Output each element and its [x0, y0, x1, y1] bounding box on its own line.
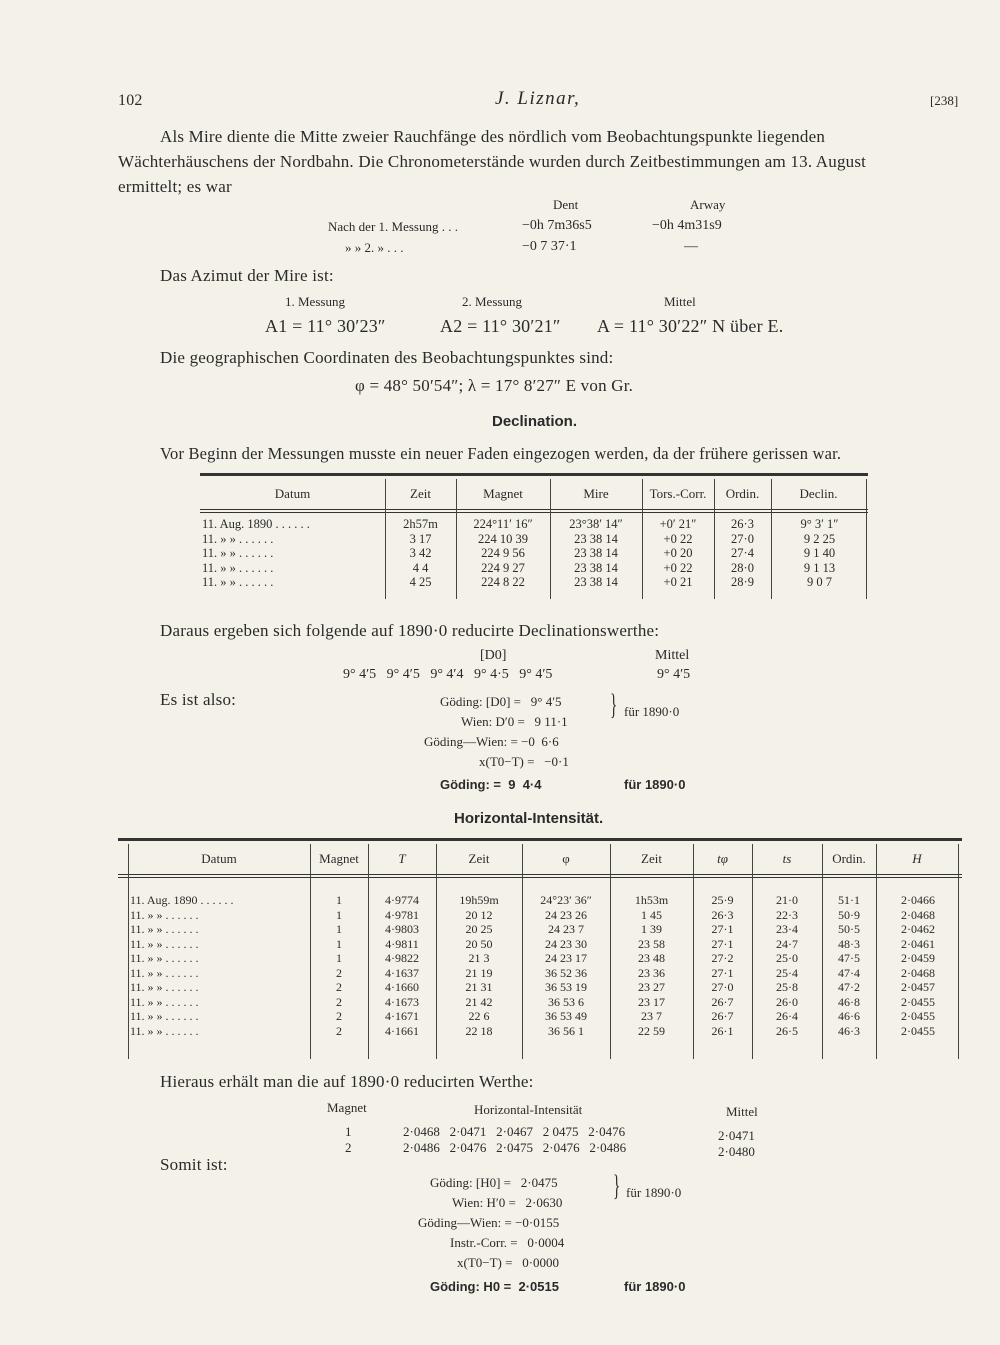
horiz-table-cell: 25·0 — [776, 951, 798, 965]
horiz-table-cell: 25·9 — [711, 893, 734, 907]
decl-table-cell: 26·3 — [731, 517, 754, 531]
decl-table-cell: 4 25 — [409, 575, 432, 589]
decl-table-cell: 9 1 13 — [803, 560, 836, 575]
decl-table-cell: 28·0 — [731, 560, 754, 575]
horiz-table-cell: 2·0455 — [901, 1009, 935, 1023]
horiz-table-cell: 2·0468 — [901, 907, 935, 922]
horiz-res-mittel-1: 2·0471 — [718, 1128, 755, 1143]
decl-fuer: für 1890·0 — [624, 704, 680, 719]
azimut-value-1: A1 = 11° 30′23″ — [265, 316, 386, 336]
decl-header-ordin: Ordin. — [725, 486, 760, 501]
horiz-header-t-phi: tφ — [717, 851, 728, 866]
horiz-table-cell: 27·1 — [711, 922, 734, 936]
horiz-table-cell: 47·2 — [838, 980, 860, 994]
horiz-correction: x(T0−T) = 0·0000 — [457, 1255, 560, 1270]
horiz-table-row — [128, 922, 960, 937]
horiz-header-magnet: Magnet — [319, 851, 359, 866]
horiz-table-cell: 2·0455 — [901, 994, 935, 1009]
horiz-table-cell: 1 — [336, 936, 342, 951]
decl-header-datum: Datum — [274, 486, 311, 501]
horiz-table-cell: 24 23 17 — [545, 951, 587, 965]
horiz-table-cell: 4·9781 — [385, 907, 419, 922]
horiz-table-row — [128, 1009, 960, 1024]
decl-table-cell: 23 38 14 — [574, 546, 618, 560]
horiz-goeding-h0: Göding: [H0] = 2·0475 — [430, 1175, 558, 1190]
horiz-table-cell: 11. » » . . . . . . — [130, 980, 199, 994]
coords-value: φ = 48° 50′54″; λ = 17° 8′27″ E von Gr. — [355, 376, 634, 395]
horiz-res-magnet-1: 1 — [345, 1124, 352, 1139]
horiz-table-cell: 2·0457 — [901, 980, 935, 994]
decl-table-cell: 3 42 — [409, 546, 432, 560]
decl-table-cell: 28·9 — [731, 575, 754, 589]
decl-table-cell: 9 0 7 — [807, 575, 832, 589]
horiz-table-cell: 11. » » . . . . . . — [130, 907, 199, 922]
decl-header-zeit: Zeit — [410, 486, 431, 501]
azimut-intro: Das Azimut der Mire ist: — [160, 266, 334, 285]
decl-table-cell: 11. » » . . . . . . — [202, 575, 274, 589]
horiz-table-cell: 51·1 — [838, 893, 860, 907]
horiz-table-cell: 2 — [336, 965, 342, 980]
horiz-table-cell: 20 12 — [465, 907, 493, 922]
horiz-table-cell: 20 50 — [465, 936, 493, 951]
horiz-table-cell: 26·0 — [776, 994, 798, 1009]
decl-table-cell: 9° 3′ 1″ — [800, 517, 839, 531]
horiz-table-cell: 22 6 — [468, 1009, 490, 1023]
horiz-table-row — [128, 893, 960, 908]
horiz-table-cell: 22 18 — [465, 1023, 493, 1038]
horiz-table-cell: 11. » » . . . . . . — [130, 1009, 199, 1023]
horiz-table-cell: 26·1 — [711, 1023, 734, 1038]
decl-table-cell: 224 9 27 — [481, 560, 525, 575]
horiz-table-top-rule — [118, 838, 962, 841]
horiz-res-values-2: 2·0486 2·0476 2·0475 2·0476 2·0486 — [403, 1140, 627, 1155]
decl-goeding-wien: Göding—Wien: = −0 6·6 — [424, 734, 559, 749]
chrono-row1-dent: −0h 7m36s5 — [522, 218, 592, 233]
azimut-value-2: A2 = 11° 30′21″ — [440, 316, 561, 336]
decl-also: Es ist also: — [160, 690, 237, 709]
azimut-head-1: 1. Messung — [285, 294, 345, 309]
decl-table-cell: 23 38 14 — [574, 560, 618, 575]
horiz-table-cell: 24 23 30 — [545, 936, 587, 951]
horiz-table-cell: 11. » » . . . . . . — [130, 994, 199, 1009]
decl-table-cell: +0 21 — [663, 575, 693, 589]
horiz-table-cell: 11. Aug. 1890 . . . . . . — [130, 893, 234, 907]
horiz-table-cell: 36 52 36 — [545, 965, 587, 980]
horizontal-heading: Horizontal-Intensität. — [454, 810, 604, 827]
horiz-table-cell: 1 39 — [641, 922, 662, 936]
horiz-header-ordin: Ordin. — [832, 851, 866, 866]
page-number: 102 — [118, 92, 143, 109]
horiz-table-cell: 20 25 — [465, 922, 493, 936]
horiz-table-cell: 1 — [336, 907, 342, 922]
decl-header-magnet: Magnet — [483, 486, 523, 501]
decl-table-header-rule — [200, 509, 868, 510]
decl-brace: } — [610, 688, 618, 721]
horiz-table-row — [128, 951, 960, 966]
horiz-table-cell: 1 — [336, 922, 342, 936]
horiz-table-row — [128, 995, 960, 1010]
horiz-table-cell: 27·2 — [711, 951, 734, 965]
chrono-row1-arway: −0h 4m31s9 — [652, 218, 722, 233]
horiz-table-cell: 11. » » . . . . . . — [130, 922, 199, 936]
declination-table — [200, 517, 868, 590]
decl-d0-mittel: 9° 4′5 — [657, 667, 691, 682]
horiz-result-intro: Hieraus erhält man die auf 1890·0 reducirten Werthe: — [160, 1072, 534, 1091]
horiz-table-cell: 36 53 6 — [548, 994, 584, 1009]
horiz-table-header-rule-2 — [118, 877, 962, 878]
section-reference: [238] — [930, 93, 959, 108]
horiz-table-cell: 27·1 — [711, 936, 734, 951]
decl-wien-d0: Wien: D′0 = 9 11·1 — [461, 714, 568, 729]
horiz-table-cell: 23 27 — [638, 980, 665, 994]
decl-d0-values: 9° 4′5 9° 4′5 9° 4′4 9° 4·5 9° 4′5 — [343, 667, 553, 682]
decl-header-mire: Mire — [583, 486, 609, 501]
decl-table-cell: 23 38 14 — [574, 531, 618, 546]
horiz-table-cell: 48·3 — [838, 936, 860, 951]
chrono-row2-arway: — — [684, 239, 698, 254]
horiz-table-cell: 4·1673 — [385, 994, 419, 1009]
decl-table-cell: 3 17 — [409, 531, 432, 546]
horiz-final: Göding: H0 = 2·0515 — [430, 1279, 559, 1294]
horiz-goeding-wien: Göding—Wien: = −0·0155 — [418, 1215, 560, 1230]
horiz-somit: Somit ist: — [160, 1155, 228, 1174]
horiz-table-cell: 4·1661 — [385, 1023, 419, 1038]
horiz-table-cell: 24 23 26 — [545, 907, 587, 922]
horiz-table-row — [128, 1024, 960, 1039]
decl-table-cell: 27·0 — [731, 531, 754, 546]
horiz-final-fuer: für 1890·0 — [624, 1279, 686, 1294]
decl-table-cell: +0′ 21″ — [659, 517, 697, 531]
decl-table-cell: 2h57m — [403, 517, 438, 531]
horiz-table-cell: 25·8 — [776, 980, 798, 994]
horiz-table-cell: 21 31 — [465, 980, 493, 994]
horiz-table-cell: 24·7 — [776, 936, 798, 951]
horiz-table-cell: 2·0459 — [901, 951, 935, 965]
horiz-table-cell: 2 — [336, 1009, 342, 1023]
horiz-instr-corr: Instr.-Corr. = 0·0004 — [450, 1235, 565, 1250]
decl-table-row — [200, 517, 868, 532]
decl-table-cell: 23 38 14 — [574, 575, 618, 589]
horiz-table-cell: 21 42 — [465, 994, 493, 1009]
horizontal-table — [128, 893, 960, 1038]
decl-mittel-label: Mittel — [655, 648, 690, 663]
horiz-header-h: H — [912, 851, 922, 866]
horiz-table-cell: 23·4 — [776, 922, 798, 936]
decl-table-header-rule-2 — [200, 512, 868, 513]
horiz-header-phi: φ — [562, 851, 570, 866]
horiz-table-cell: 47·5 — [838, 951, 860, 965]
azimut-head-3: Mittel — [664, 294, 696, 309]
horiz-table-row — [128, 980, 960, 995]
decl-table-cell: 224 8 22 — [481, 575, 525, 589]
horiz-table-cell: 24 23 7 — [548, 922, 584, 936]
horiz-table-cell: 21 3 — [468, 951, 490, 965]
horiz-res-head-intensity: Horizontal-Intensität — [474, 1102, 583, 1117]
intro-line-1: Als Mire diente die Mitte zweier Rauchfänge des nördlich vom Beobachtungspunkte liegenden — [160, 127, 826, 146]
chrono-row1-label: Nach der 1. Messung . . . — [328, 219, 458, 234]
horiz-table-cell: 19h59m — [459, 893, 499, 907]
horiz-table-cell: 4·9811 — [385, 936, 419, 951]
horiz-table-cell: 11. » » . . . . . . — [130, 951, 199, 965]
horiz-table-cell: 26·7 — [711, 1009, 734, 1023]
decl-table-cell: +0 22 — [663, 531, 693, 546]
decl-goeding-d0: Göding: [D0] = 9° 4′5 — [440, 694, 562, 709]
horiz-table-cell: 4·1660 — [385, 980, 419, 994]
horiz-table-cell: 22 59 — [638, 1023, 665, 1038]
horiz-table-cell: 27·1 — [711, 965, 734, 980]
decl-table-cell: 224 9 56 — [481, 546, 525, 560]
horiz-table-cell: 25·4 — [776, 965, 798, 980]
decl-table-cell: 9 1 40 — [803, 546, 836, 560]
decl-final: Göding: = 9 4·4 — [440, 777, 542, 792]
azimut-head-2: 2. Messung — [462, 294, 522, 309]
coords-intro: Die geographischen Coordinaten des Beobachtungspunktes sind: — [160, 348, 614, 367]
horiz-table-cell: 46·6 — [838, 1009, 860, 1023]
horiz-header-zeit-2: Zeit — [641, 851, 662, 866]
horiz-table-cell: 1h53m — [634, 893, 669, 907]
horiz-table-cell: 1 45 — [641, 907, 662, 922]
decl-table-row — [200, 532, 868, 547]
decl-correction: x(T0−T) = −0·1 — [479, 754, 569, 769]
chrono-row2-dent: −0 7 37·1 — [522, 239, 577, 254]
declination-heading: Declination. — [492, 413, 578, 430]
horiz-table-cell: 1 — [336, 893, 342, 907]
decl-table-cell: +0 20 — [663, 546, 693, 560]
horiz-header-zeit: Zeit — [468, 851, 490, 866]
horiz-table-header-rule — [118, 874, 962, 875]
horiz-res-magnet-2: 2 — [345, 1140, 352, 1155]
horiz-table-cell: 23 7 — [641, 1009, 662, 1023]
horiz-table-cell: 50·5 — [838, 922, 860, 936]
horiz-table-cell: 22·3 — [776, 907, 798, 922]
horiz-table-cell: 23 58 — [638, 936, 665, 951]
horiz-table-cell: 26·7 — [711, 994, 734, 1009]
horiz-table-cell: 46·3 — [838, 1023, 860, 1038]
horiz-table-cell: 26·3 — [711, 907, 734, 922]
horiz-header-datum: Datum — [201, 851, 237, 866]
horiz-table-cell: 24°23′ 36″ — [540, 893, 592, 907]
horiz-table-cell: 50·9 — [838, 907, 860, 922]
horiz-table-cell: 21·0 — [776, 893, 798, 907]
horiz-table-cell: 4·9822 — [385, 951, 419, 965]
horiz-res-mittel-2: 2·0480 — [718, 1144, 755, 1159]
decl-table-cell: 11. » » . . . . . . — [202, 560, 274, 575]
horiz-table-cell: 2 — [336, 1023, 342, 1038]
intro-line-2: Wächterhäuschens der Nordbahn. Die Chronometerstände wurden durch Zeitbestimmungen am 13. August — [118, 152, 867, 171]
intro-line-3: ermittelt; es war — [118, 177, 232, 196]
decl-table-cell: 224 10 39 — [478, 531, 528, 546]
horiz-table-cell: 11. » » . . . . . . — [130, 965, 199, 980]
horiz-table-cell: 36 53 19 — [545, 980, 587, 994]
decl-d0-label: [D0] — [480, 648, 507, 663]
horiz-table-cell: 23 48 — [638, 951, 665, 965]
horiz-table-cell: 11. » » . . . . . . — [130, 1023, 199, 1038]
horiz-table-cell: 26·5 — [776, 1023, 798, 1038]
horiz-header-t: T — [398, 851, 406, 866]
horiz-table-cell: 2·0466 — [901, 893, 935, 907]
chrono-col-arway: Arway — [690, 197, 726, 212]
horiz-res-values-1: 2·0468 2·0471 2·0467 2 0475 2·0476 — [403, 1124, 626, 1139]
horiz-table-cell: 2·0461 — [901, 936, 935, 951]
decl-table-cell: 224°11′ 16″ — [473, 517, 533, 531]
horiz-table-cell: 4·9774 — [385, 893, 419, 907]
decl-table-cell: +0 22 — [663, 560, 693, 575]
horiz-table-cell: 4·1637 — [385, 965, 419, 980]
decl-table-top-rule — [200, 473, 868, 476]
decl-table-row — [200, 575, 868, 590]
chrono-col-dent: Dent — [553, 197, 579, 212]
decl-table-cell: 4 4 — [412, 560, 429, 575]
horiz-table-cell: 47·4 — [838, 965, 860, 980]
horiz-table-cell: 2·0455 — [901, 1023, 935, 1038]
horiz-brace: } — [613, 1169, 621, 1202]
decl-table-row — [200, 546, 868, 561]
decl-table-cell: 9 2 25 — [803, 531, 836, 546]
horiz-res-head-mittel: Mittel — [726, 1104, 758, 1119]
horiz-table-cell: 2·0462 — [901, 922, 935, 936]
horiz-table-cell: 4·1671 — [385, 1009, 419, 1023]
declination-intro: Vor Beginn der Messungen musste ein neuer Faden eingezogen werden, da der frühere gerissen war. — [160, 444, 842, 463]
decl-table-row — [200, 561, 868, 576]
azimut-value-mittel: A = 11° 30′22″ N über E. — [597, 316, 784, 336]
horiz-table-row — [128, 937, 960, 952]
decl-table-cell: 11. » » . . . . . . — [202, 546, 274, 560]
decl-header-declin: Declin. — [799, 486, 838, 501]
horiz-table-cell: 2·0468 — [901, 965, 935, 980]
decl-table-cell: 23°38′ 14″ — [569, 517, 623, 531]
horiz-table-cell: 21 19 — [465, 965, 493, 980]
horiz-table-cell: 23 17 — [638, 994, 665, 1009]
horiz-table-row — [128, 966, 960, 981]
horiz-table-row — [128, 908, 960, 923]
horiz-table-cell: 36 53 49 — [545, 1009, 587, 1023]
chrono-row2-label: » » 2. » . . . — [345, 240, 404, 255]
decl-final-fuer: für 1890·0 — [624, 777, 686, 792]
horiz-table-cell: 2 — [336, 980, 342, 994]
horiz-table-cell: 36 56 1 — [548, 1023, 584, 1038]
horiz-fuer: für 1890·0 — [626, 1185, 682, 1200]
horiz-table-cell: 11. » » . . . . . . — [130, 936, 199, 951]
decl-table-cell: 27·4 — [731, 546, 754, 560]
decl-table-cell: 11. Aug. 1890 . . . . . . — [202, 517, 310, 531]
horiz-table-cell: 4·9803 — [385, 922, 419, 936]
horiz-table-cell: 23 36 — [638, 965, 665, 980]
horiz-wien-h0: Wien: H′0 = 2·0630 — [452, 1195, 563, 1210]
decl-header-tors-corr: Tors.-Corr. — [649, 486, 707, 501]
horiz-res-head-magnet: Magnet — [327, 1100, 367, 1115]
horiz-table-cell: 26·4 — [776, 1009, 798, 1023]
horiz-table-cell: 27·0 — [711, 980, 734, 994]
horiz-table-cell: 46·8 — [838, 994, 860, 1009]
horiz-table-cell: 2 — [336, 994, 342, 1009]
horiz-header-t-s: ts — [782, 851, 792, 866]
decl-table-cell: 11. » » . . . . . . — [202, 531, 274, 546]
decl-result-intro: Daraus ergeben sich folgende auf 1890·0 reducirte Declinationswerthe: — [160, 621, 660, 640]
running-head-author: J. Liznar, — [495, 88, 581, 109]
horiz-table-cell: 1 — [336, 951, 342, 965]
